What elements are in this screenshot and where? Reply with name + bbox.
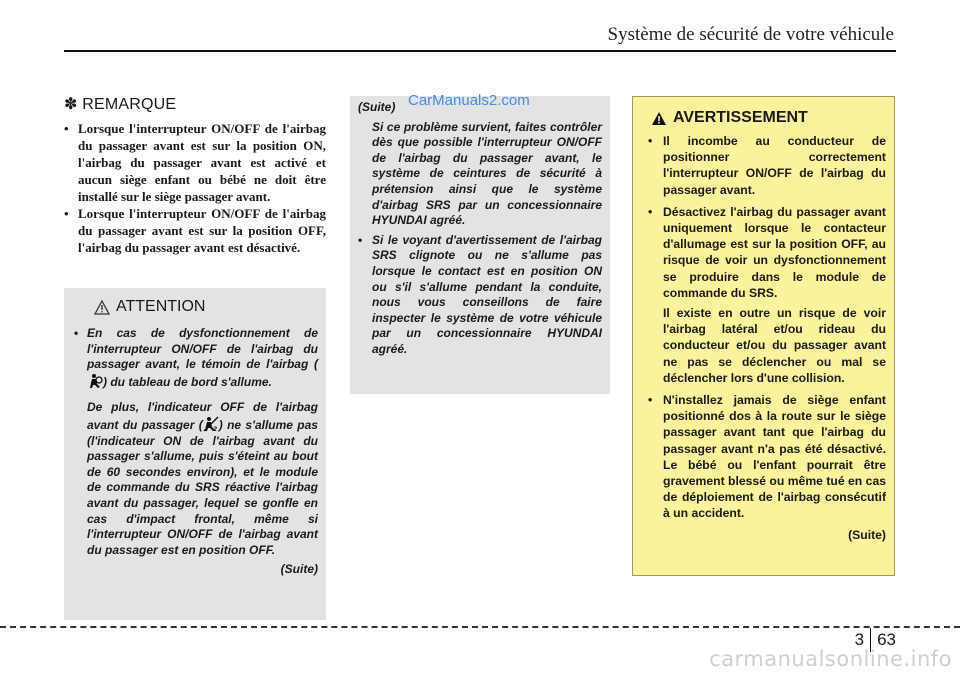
continued-paragraph: Si ce problème survient, faites contrôler dès que possible l'interrupteur ON/OFF de l'airbag du passager avant, le système de ceintures de sécurité à prétension ainsi que le système d'airbag SRS par un concessionnaire HYUNDAI agréé. — [372, 119, 602, 228]
footer-rule — [0, 626, 960, 628]
attention-body — [74, 326, 318, 578]
attention-text-1a: En cas de dysfonctionnement de l'interrupteur ON/OFF de l'airbag du passager avant, le témoin de l'airbag ( — [87, 326, 318, 372]
watermark-link[interactable]: CarManuals2.com — [408, 92, 530, 109]
continued-body — [358, 100, 602, 358]
passenger-airbag-off-icon — [203, 416, 219, 432]
caution-triangle-icon — [94, 300, 110, 315]
svg-text:2: 2 — [212, 425, 217, 432]
remark-item: • Lorsque l'interrupteur ON/OFF de l'airbag du passager avant est sur la position ON, l'airbag du passager avant est activé et aucun siège enfant ou bébé ne doit être installé sur le siège passager avant. — [64, 120, 326, 205]
attention-title: ATTENTION — [116, 298, 206, 315]
page-number-value: 63 — [877, 630, 896, 649]
attention-suite: (Suite) — [280, 562, 318, 577]
footer-watermark: carmanualsonline.info — [709, 647, 952, 671]
airbag-warning-icon — [87, 373, 103, 389]
page-header-title: Système de sécurité de votre véhicule — [607, 24, 894, 45]
attention-text-2b: ) ne s'allume pas (l'indicateur ON de l'airbag avant du passager s'allume, puis s'éteint au bout de 60 secondes environ), et le module de commande du SRS réactive l'airbag avant du passager, lequel se gonfle en cas d'impact frontal, même si l'interrupteur ON/OFF de l'airbag avant du passager est en position OFF. — [87, 417, 318, 557]
attention-header — [94, 298, 205, 316]
warning-item: • Il incombe au conducteur de positionner correctement l'interrupteur ON/OFF de l'airbag du passager avant. — [643, 133, 886, 198]
remark-item: • Lorsque l'interrupteur ON/OFF de l'airbag du passager avant est sur la position OFF, l'airbag du passager avant est désactivé. — [64, 205, 326, 256]
warning-item: • Désactivez l'airbag du passager avant uniquement lorsque le contacteur d'allumage est sur la position OFF, au risque de voir un dysfonctionnement se produire dans le module de commande du SRS. — [643, 204, 886, 301]
warning-title: AVERTISSEMENT — [673, 109, 808, 126]
remark-title: ✽ REMARQUE — [64, 96, 177, 113]
attention-text-1b: ) du tableau de bord s'allume. — [103, 374, 272, 389]
warning-suite: (Suite) — [848, 527, 886, 542]
attention-box — [64, 288, 326, 620]
warning-subparagraph: Il existe en outre un risque de voir l'airbag latéral et/ou rideau du conducteur et/ou du passager avant ne pas se déclencher ou mal se déclencher lors d'une collision. — [663, 306, 886, 385]
attention-paragraph-2 — [74, 400, 318, 558]
attention-text-2a: De plus, l'indicateur OFF de l'airbag avant du passager ( — [87, 400, 318, 432]
chapter-number: 3 — [854, 630, 865, 649]
attention-item — [74, 326, 318, 390]
continued-suite-label: (Suite) — [358, 100, 396, 114]
remark-list — [64, 120, 326, 256]
warning-body — [643, 133, 886, 542]
warning-header — [651, 109, 808, 127]
warning-box — [632, 96, 895, 576]
remark-section — [64, 94, 326, 256]
warning-item: • N'installez jamais de siège enfant positionné dos à la route sur le siège passager avant tant que l'airbag du passager avant n'a pas été désactivé. Le bébé ou l'enfant pourrait être gravement blessé ou même tué en cas de déploiement de l'airbag consécutif à un accident. — [643, 392, 886, 522]
continued-box — [350, 96, 610, 394]
continued-item: • Si le voyant d'avertissement de l'airbag SRS clignote ou ne s'allume pas lorsque le contact est en position ON ou s'il s'allume pendant la conduite, nous vous conseillons de faire inspecter le système de votre véhicule par un concessionnaire HYUNDAI agréé. — [358, 233, 602, 358]
warning-triangle-icon — [651, 111, 667, 126]
header-rule — [64, 50, 896, 52]
